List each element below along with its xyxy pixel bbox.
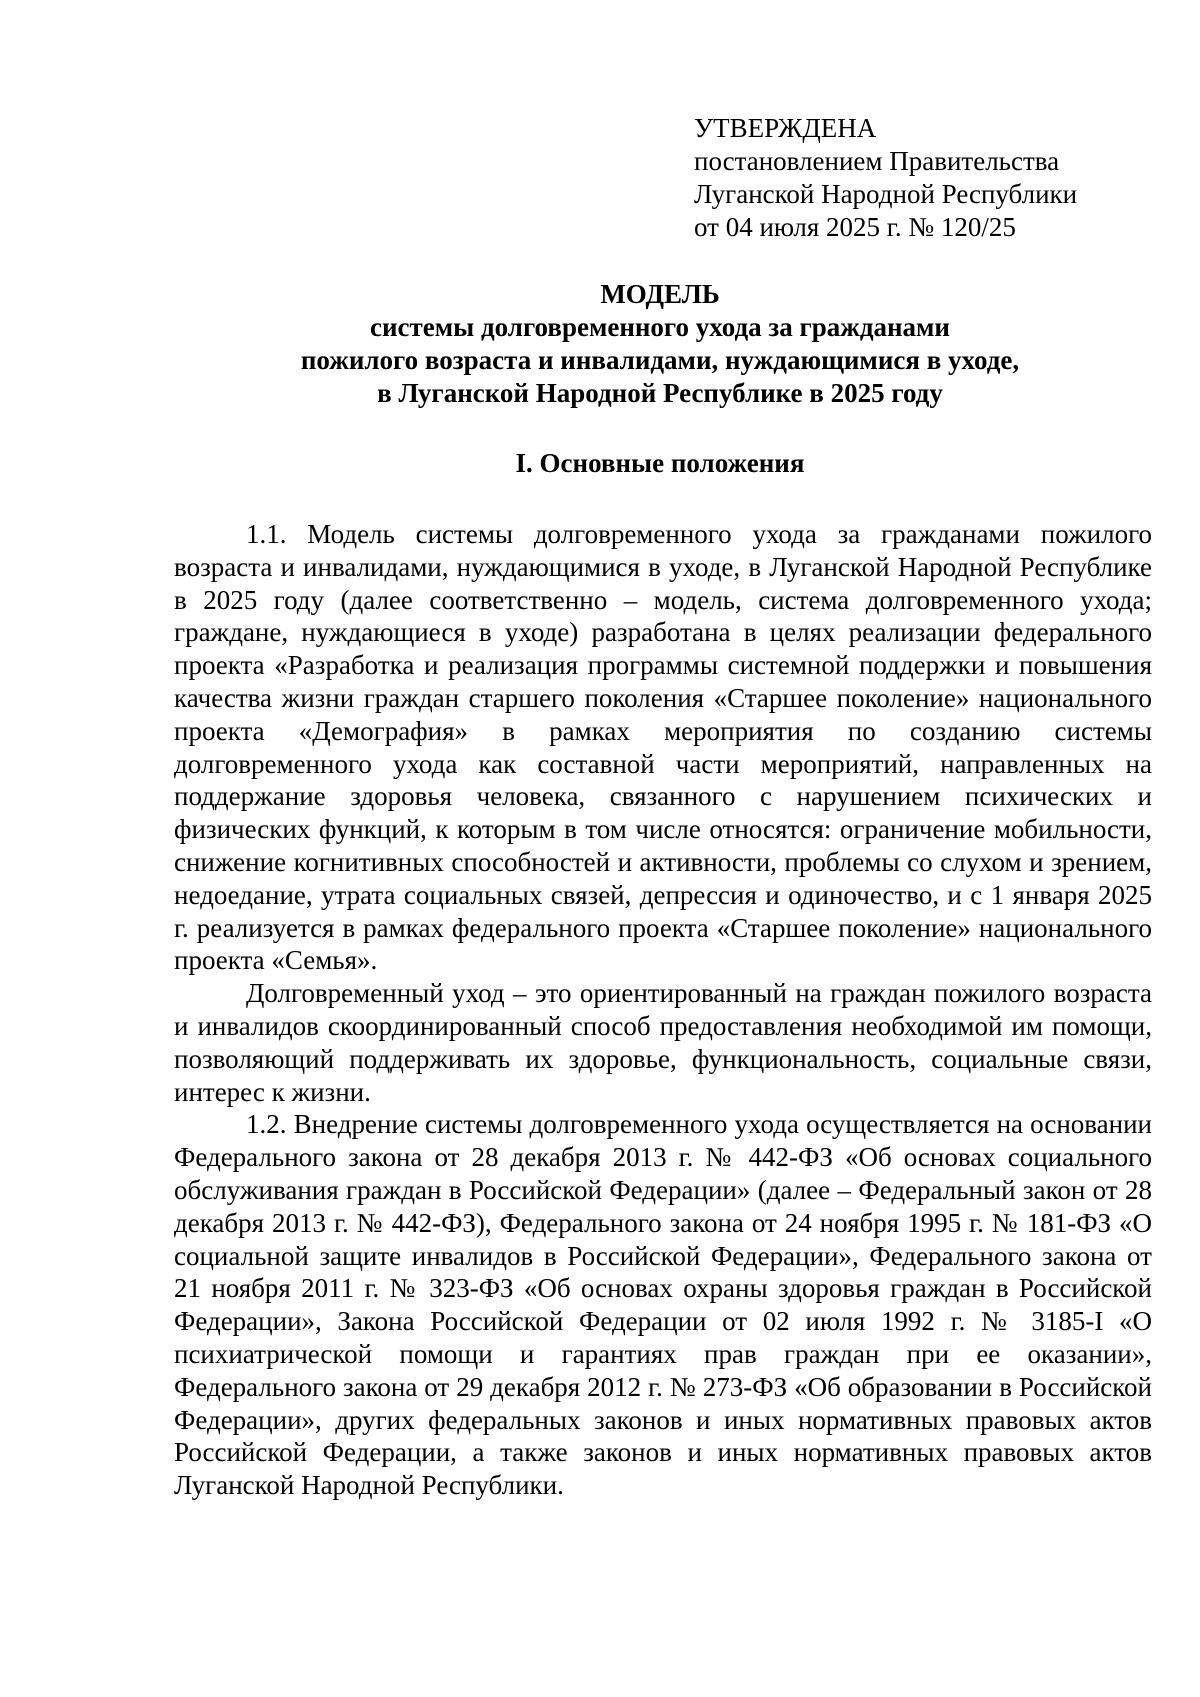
approval-government: Луганской Народной Республики	[694, 179, 1078, 209]
title-line-4: в Луганской Народной Республике в 2025 году	[377, 378, 943, 408]
title-line-1: МОДЕЛЬ	[600, 279, 720, 309]
section-heading: I. Основные положения	[515, 448, 805, 478]
approval-authority: постановлением Правительства	[694, 146, 1060, 176]
paragraph-definition: Долговременный уход – это ориентированный на граждан пожилого возраста и инвалидов скоординированный способ предоставления необходимой им помощи, позволяющий поддерживать их здоровье, функциональность, социальные связи, интерес к жизни.	[174, 978, 1152, 1107]
title-line-2: системы долговременного ухода за гражданами	[370, 312, 950, 342]
document-title	[160, 278, 1160, 410]
section-body	[174, 518, 1152, 1502]
approval-status: УТВЕРЖДЕНА	[694, 113, 877, 143]
paragraph-1-1: 1.1. Модель системы долговременного ухода за гражданами пожилого возраста и инвалидами, нуждающимися в уходе, в Луганской Народной Республике в 2025 году (далее соответственно – модель, система долговременного ухода; граждане, нуждающиеся в уходе) разработана в целях реализации федерального проекта «Разработка и реализация программы системной поддержки и повышения качества жизни граждан старшего поколения «Старшее поколение» национального проекта «Демография» в рамках мероприятия по созданию системы долговременного ухода как составной части мероприятий, направленных на поддержание здоровья человека, связанного с нарушением психических и физических функций, к которым в том числе относятся: ограничение мобильности, снижение когнитивных способностей и активности, проблемы со слухом и зрением, недоедание, утрата социальных связей, депрессия и одиночество, и с 1 января 2025 г. реализуется в рамках федерального проекта «Старшее поколение» национального проекта «Семья».	[174, 519, 1152, 976]
approval-stamp-block	[694, 112, 1077, 244]
paragraph-1-2: 1.2. Внедрение системы долговременного ухода осуществляется на основании Федерального закона от 28 декабря 2013 г. № 442-ФЗ «Об основах социального обслуживания граждан в Российской Федерации» (далее – Федеральный закон от 28 декабря 2013 г. № 442-ФЗ), Федерального закона от 24 ноября 1995 г. № 181-ФЗ «О социальной защите инвалидов в Российской Федерации», Федерального закона от 21 ноября 2011 г. № 323-ФЗ «Об основах охраны здоровья граждан в Российской Федерации», Закона Российской Федерации от 02 июля 1992 г. № 3185-I «О психиатрической помощи и гарантиях прав граждан при ее оказании», Федерального закона от 29 декабря 2012 г. № 273-ФЗ «Об образовании в Российской Федерации», других федеральных законов и иных нормативных правовых актов Российской Федерации, а также законов и иных нормативных правовых актов Луганской Народной Республики.	[174, 1109, 1152, 1501]
approval-date-number: от 04 июля 2025 г. № 120/25	[694, 212, 1016, 242]
title-line-3: пожилого возраста и инвалидами, нуждающимися в уходе,	[300, 345, 1020, 375]
